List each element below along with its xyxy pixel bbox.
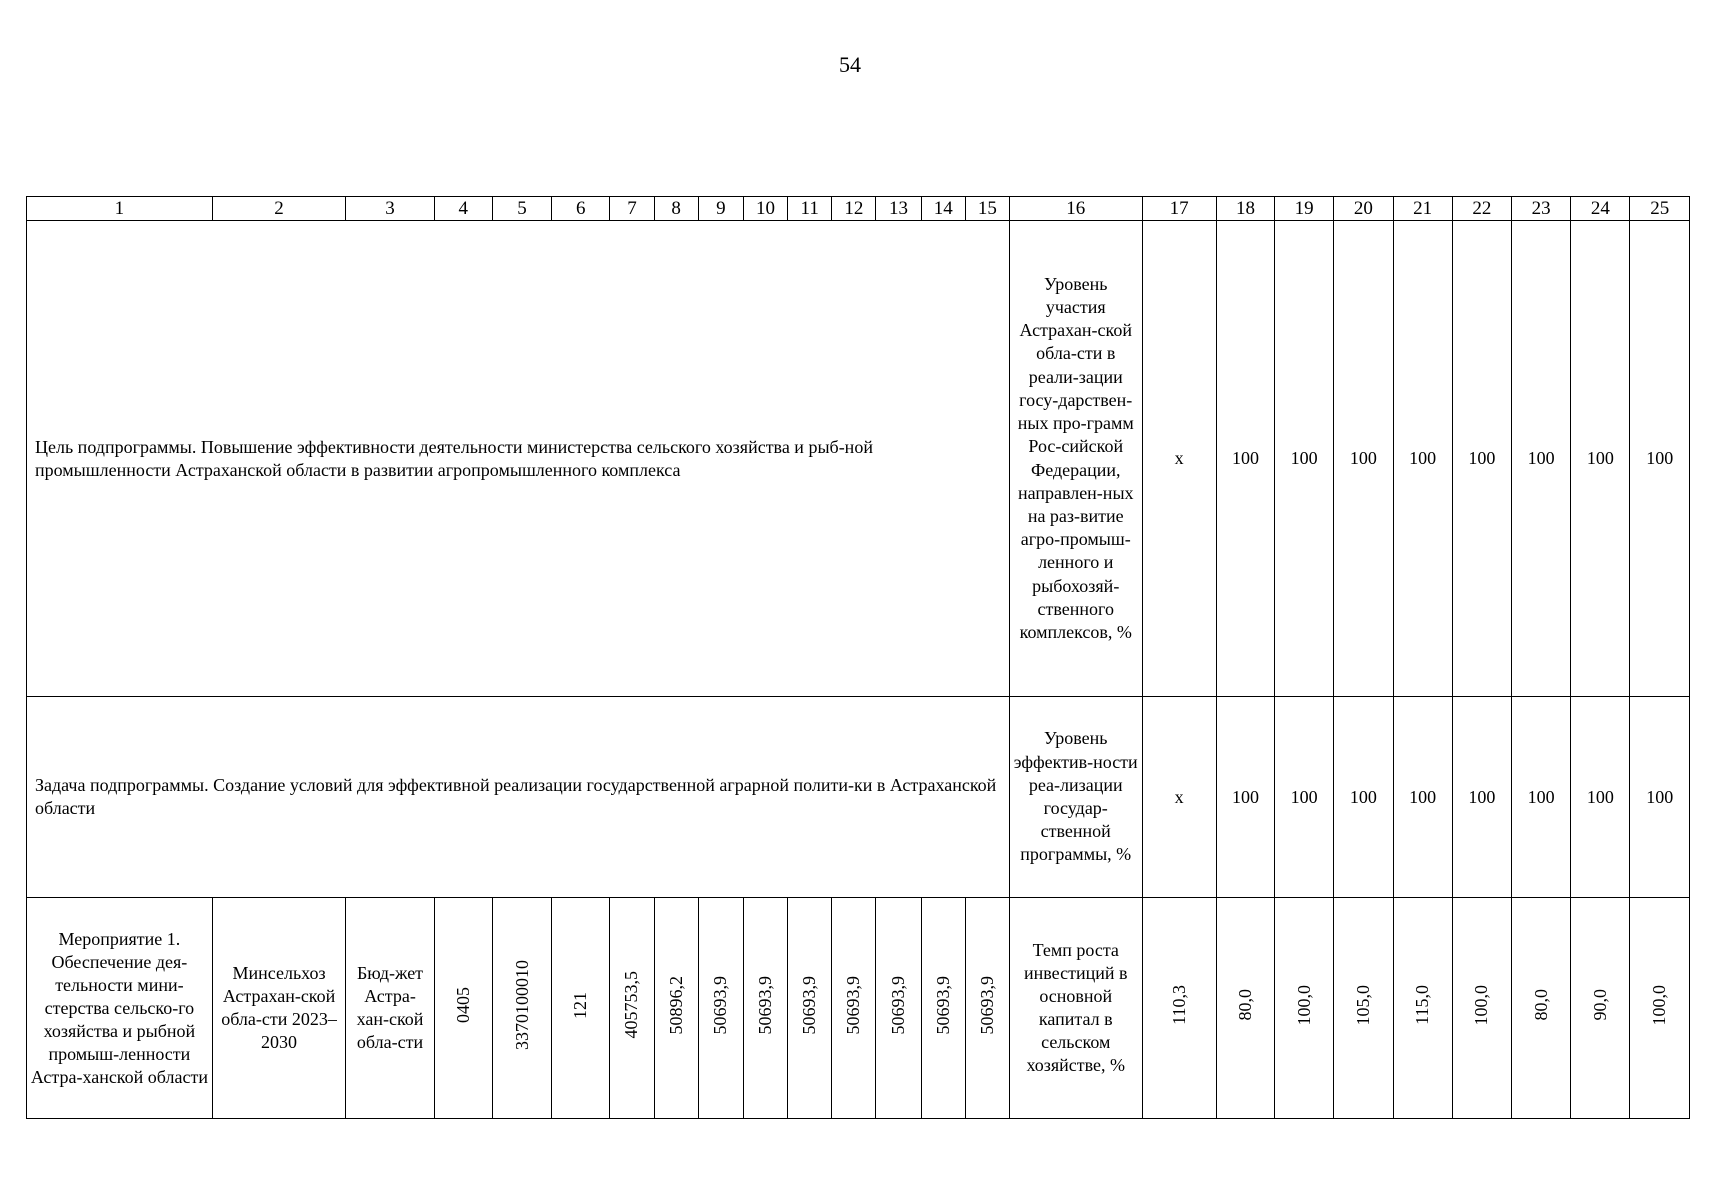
- event-funding-amount: 50693,9: [832, 898, 876, 1119]
- column-number: 1: [27, 197, 213, 221]
- goal-base-value: x: [1142, 221, 1216, 697]
- column-number: 3: [346, 197, 434, 221]
- event-value: 80,0: [1216, 898, 1274, 1119]
- event-row: [27, 898, 1690, 1119]
- goal-indicator: Уровень участия Астрахан-ской обла-сти в реали-зации госу-дарствен-ных про-грамм Рос-сийской Федерации, направлен-ных на раз-витие агро-промыш-ленного и рыбохозяй-ственного комплексов, %: [1009, 221, 1142, 697]
- event-target-article: 3370100010: [492, 898, 551, 1119]
- task-row: [27, 697, 1690, 898]
- event-executor: Минсельхоз Астрахан-ской обла-сти 2023–2030: [212, 898, 346, 1119]
- event-indicator: Темп роста инвестиций в основной капитал в сельском хозяйстве, %: [1009, 898, 1142, 1119]
- event-section-code: 0405: [434, 898, 492, 1119]
- program-table: [26, 196, 1690, 1119]
- task-value: 100: [1393, 697, 1452, 898]
- column-number: 25: [1630, 197, 1690, 221]
- column-number: 6: [552, 197, 610, 221]
- goal-value: 100: [1334, 221, 1393, 697]
- goal-value: 100: [1216, 221, 1274, 697]
- task-value: 100: [1630, 697, 1690, 898]
- event-funding-amount: 50693,9: [921, 898, 965, 1119]
- event-value: 100,0: [1452, 898, 1511, 1119]
- goal-text: Цель подпрограммы. Повышение эффективности деятельности министерства сельского хозяйства и рыб-ной промышленности Астраханской области в развитии агропромышленного комплекса: [27, 221, 1010, 697]
- column-number: 13: [876, 197, 921, 221]
- column-number: 21: [1393, 197, 1452, 221]
- page-number: 54: [839, 52, 861, 77]
- task-value: 100: [1275, 697, 1334, 898]
- goal-row: [27, 221, 1690, 697]
- task-value: 100: [1512, 697, 1571, 898]
- column-number: 10: [743, 197, 787, 221]
- column-number: 7: [610, 197, 654, 221]
- event-funding-source: Бюд-жет Астра-хан-ской обла-сти: [346, 898, 434, 1119]
- column-number: 4: [434, 197, 492, 221]
- column-number: 8: [654, 197, 698, 221]
- column-number: 17: [1142, 197, 1216, 221]
- goal-value: 100: [1452, 221, 1511, 697]
- column-number: 23: [1512, 197, 1571, 221]
- task-value: 100: [1452, 697, 1511, 898]
- column-number: 16: [1009, 197, 1142, 221]
- event-value: 100,0: [1630, 898, 1690, 1119]
- column-number: 12: [832, 197, 876, 221]
- column-number: 9: [698, 197, 743, 221]
- header-row: [27, 197, 1690, 221]
- event-base-value: 110,3: [1142, 898, 1216, 1119]
- event-funding-amount: 405753,5: [610, 898, 654, 1119]
- column-number: 19: [1275, 197, 1334, 221]
- event-name: Мероприятие 1. Обеспечение дея-тельности мини-стерства сельско-го хозяйства и рыбной промыш-ленности Астра-ханской области: [27, 898, 213, 1119]
- goal-value: 100: [1512, 221, 1571, 697]
- task-value: 100: [1334, 697, 1393, 898]
- event-value: 80,0: [1512, 898, 1571, 1119]
- event-funding-amount: 50896,2: [654, 898, 698, 1119]
- column-number: 5: [492, 197, 551, 221]
- task-indicator: Уровень эффектив-ности реа-лизации государ-ственной программы, %: [1009, 697, 1142, 898]
- goal-value: 100: [1571, 221, 1630, 697]
- column-number: 11: [788, 197, 832, 221]
- event-value: 105,0: [1334, 898, 1393, 1119]
- event-funding-amount: 50693,9: [965, 898, 1009, 1119]
- event-funding-amount: 50693,9: [876, 898, 921, 1119]
- column-number: 20: [1334, 197, 1393, 221]
- event-funding-amount: 50693,9: [788, 898, 832, 1119]
- column-number: 18: [1216, 197, 1274, 221]
- goal-value: 100: [1393, 221, 1452, 697]
- column-number: 24: [1571, 197, 1630, 221]
- event-funding-amount: 50693,9: [743, 898, 787, 1119]
- goal-value: 100: [1275, 221, 1334, 697]
- event-expense-type: 121: [552, 898, 610, 1119]
- event-value: 115,0: [1393, 898, 1452, 1119]
- column-number: 22: [1452, 197, 1511, 221]
- task-base-value: x: [1142, 697, 1216, 898]
- column-number: 15: [965, 197, 1009, 221]
- task-value: 100: [1216, 697, 1274, 898]
- column-number: 2: [212, 197, 346, 221]
- task-text: Задача подпрограммы. Создание условий для эффективной реализации государственной аграрной полити-ки в Астраханской области: [27, 697, 1010, 898]
- event-value: 90,0: [1571, 898, 1630, 1119]
- event-funding-amount: 50693,9: [698, 898, 743, 1119]
- goal-value: 100: [1630, 221, 1690, 697]
- column-number: 14: [921, 197, 965, 221]
- event-value: 100,0: [1275, 898, 1334, 1119]
- task-value: 100: [1571, 697, 1630, 898]
